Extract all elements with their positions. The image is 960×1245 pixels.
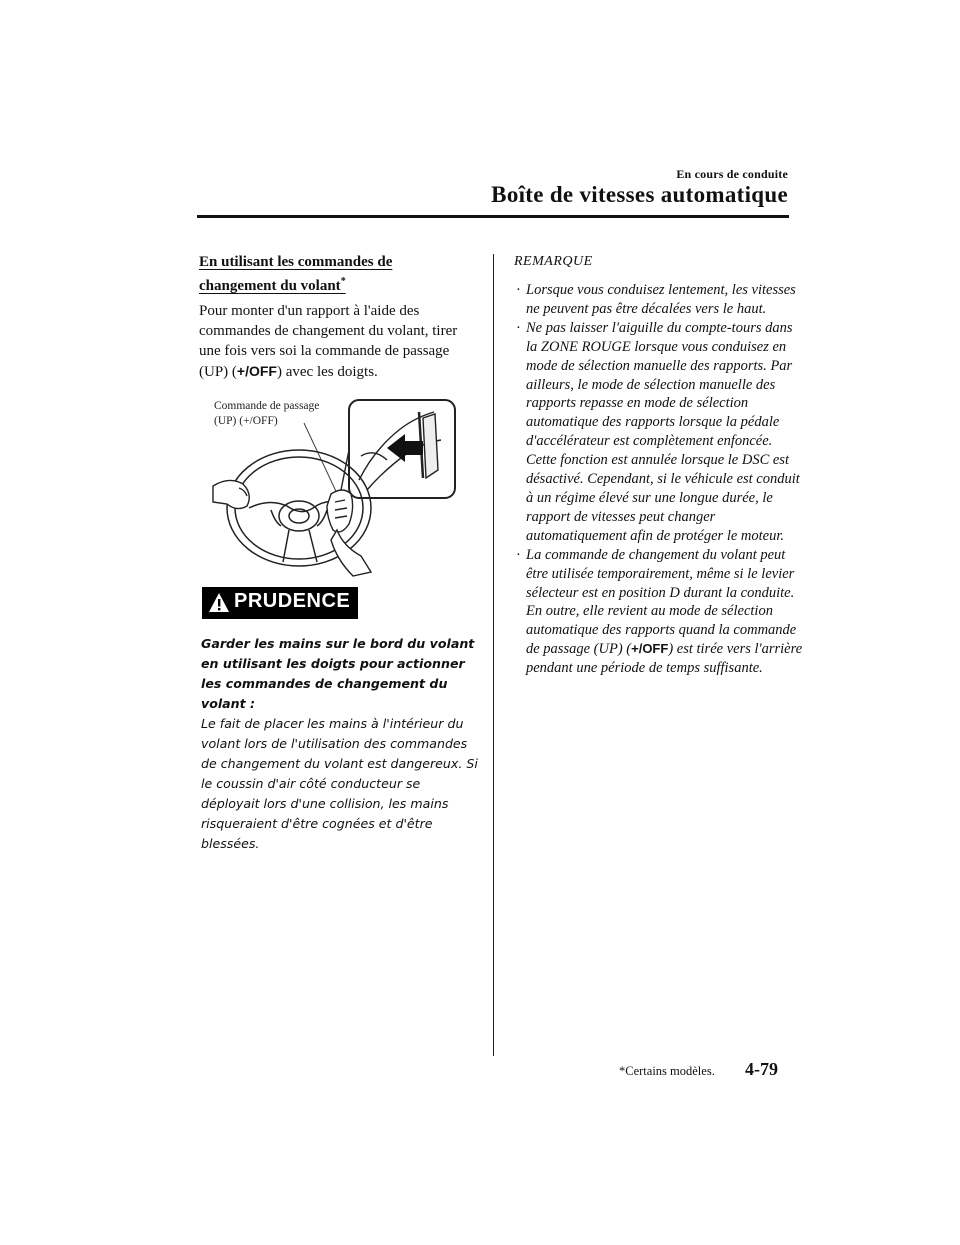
bullet-icon: · <box>516 319 521 336</box>
caution-text <box>201 634 481 854</box>
note-text: Ne pas laisser l'aiguille du compte-tours dans la ZONE ROUGE lorsque vous conduisez en mode de sélection manuelle des rapports. Par ailleurs, le mode de sélection manuelle des rapports repasse en mode de sélection automatique des rapports lorsque la pédale d'accélérateur est complètement enfoncée. <box>526 319 793 450</box>
callout-line-1: Commande de passage <box>214 400 320 412</box>
column-divider <box>493 254 494 1056</box>
note-continuation: Cette fonction est annulée lorsque le DSC est désactivé. Cependant, si le véhicule est conduit à un régime élevé sur une longue durée, le rapport de vitesses peut changer automatiquement afin de protéger le moteur. <box>526 452 800 544</box>
caution-label: PRUDENCE <box>234 590 351 612</box>
note-item <box>514 546 804 678</box>
note-item <box>514 319 804 546</box>
bullet-icon: · <box>516 546 521 563</box>
chapter-label: En cours de conduite <box>676 167 788 181</box>
note-item <box>514 281 804 319</box>
heading-line-2-text: changement du volant <box>199 278 341 294</box>
warning-triangle-icon <box>208 592 230 613</box>
caution-badge <box>202 587 358 619</box>
caution-body: Le fait de placer les mains à l'intérieur du volant lors de l'utilisation des commandes de changement du volant est dangereux. Si le coussin d'air côté conducteur se déployait lors d'une collision, les mains risqueraient d'être cognées et d'être blessées. <box>201 716 478 851</box>
note-text-2: ) est tirée vers l'arrière pendant une période de temps suffisante. <box>526 641 803 677</box>
driver-hands <box>213 480 371 576</box>
heading-line-2 <box>199 278 346 294</box>
paragraph-text-1: Pour monter d'un rapport à l'aide des commandes de changement du volant, tirer une fois vers soi la commande de passage (UP) ( <box>199 303 458 380</box>
figure-callout <box>214 399 319 429</box>
section-title: Boîte de vitesses automatique <box>491 182 788 207</box>
note-heading: REMARQUE <box>514 254 593 269</box>
note-text: Lorsque vous conduisez lentement, les vitesses ne peuvent pas être décalées vers le haut. <box>526 282 796 317</box>
note-text-1: La commande de changement du volant peut être utilisée temporairement, même si le levier sélecteur est en position D durant la conduite. En outre, elle revient au mode de sélection automatique des rapports quand la commande de passage (UP) ( <box>526 546 797 658</box>
heading-line-1: En utilisant les commandes de <box>199 254 393 270</box>
bullet-icon: · <box>516 282 521 298</box>
caution-lead: Garder les mains sur le bord du volant en utilisant les doigts pour actionner les commandes de changement du volant : <box>201 636 475 711</box>
callout-line-2: (UP) (+/OFF) <box>214 415 278 427</box>
subsection-heading <box>199 253 449 296</box>
paragraph-text-2: ) avec les doigts. <box>276 364 378 380</box>
off-key-label: +/OFF <box>236 363 277 379</box>
footnote: *Certains modèles. <box>619 1064 715 1078</box>
note-list <box>514 281 804 678</box>
header-rule <box>197 215 789 218</box>
off-key-label: +/OFF <box>631 641 669 657</box>
page-number: 4-79 <box>745 1059 778 1079</box>
models-mark: * <box>340 276 346 287</box>
instruction-paragraph <box>199 301 479 382</box>
